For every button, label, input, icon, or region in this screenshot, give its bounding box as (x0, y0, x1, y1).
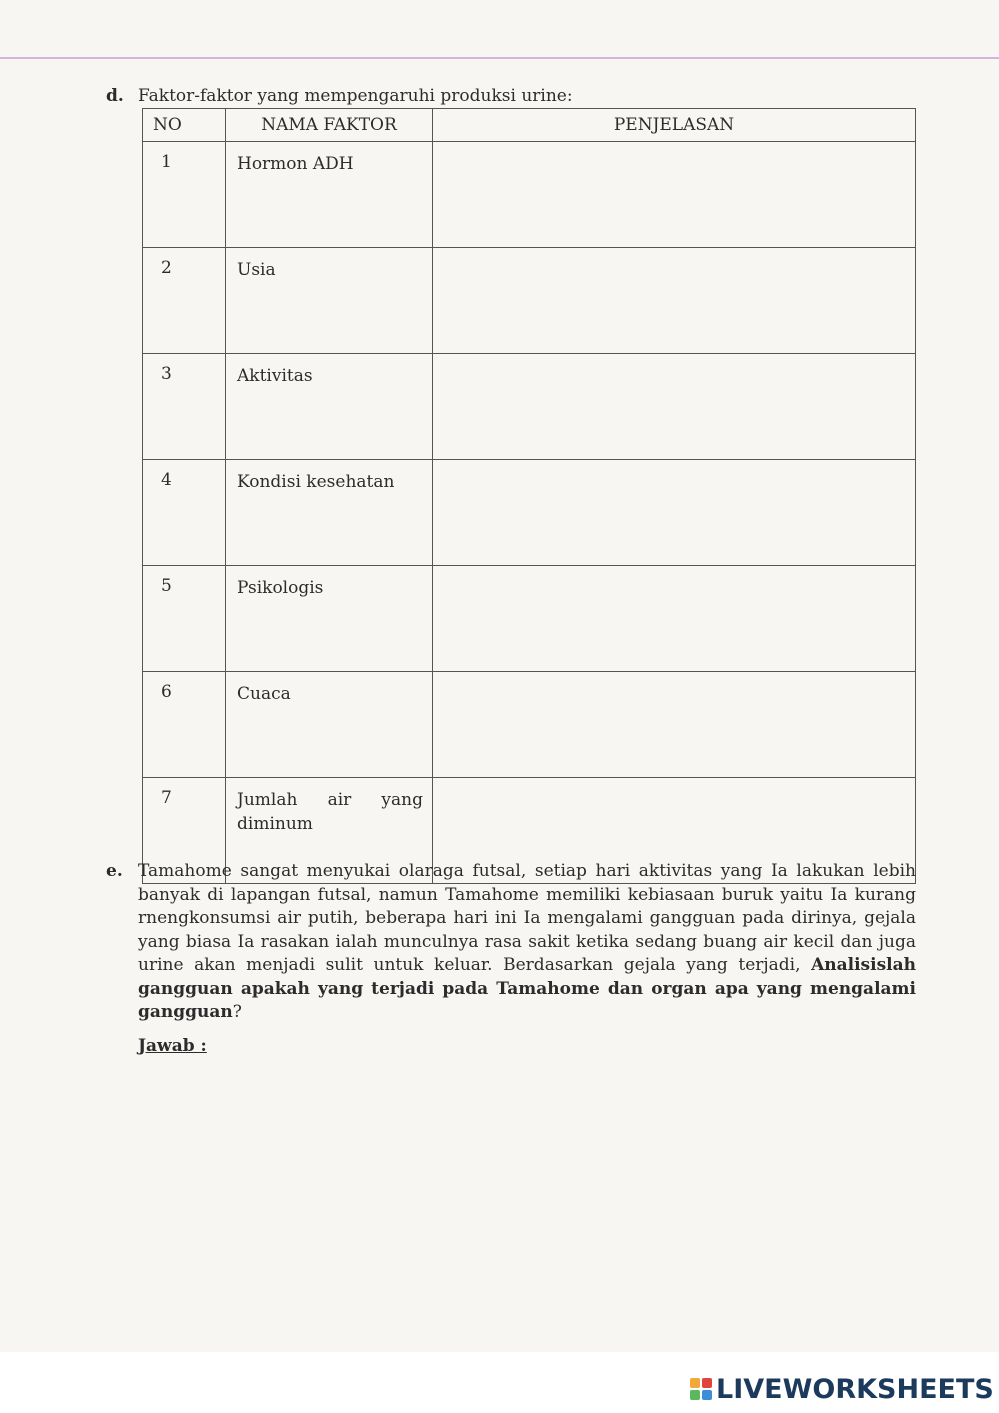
word: yang (381, 790, 423, 810)
answer-label: Jawab : (138, 1036, 207, 1056)
table-row (143, 672, 916, 778)
header-penjelasan: PENJELASAN (433, 109, 916, 142)
table-row (143, 460, 916, 566)
factor-name-line-1 (237, 788, 423, 812)
factor-name: Hormon ADH (226, 142, 433, 248)
liveworksheets-wordmark: LIVEWORKSHEETS (716, 1373, 994, 1405)
question-d-title: Faktor-faktor yang mempengaruhi produksi urine: (138, 86, 573, 106)
liveworksheets-brand (690, 1372, 994, 1406)
question-e-mark: ? (232, 1002, 242, 1022)
explanation-answer-cell[interactable] (433, 354, 916, 460)
row-number: 4 (143, 460, 226, 566)
table-row (143, 248, 916, 354)
top-divider (0, 57, 999, 59)
question-e-instruction: Analisislah gangguan apakah yang terjadi pada Tamahome dan organ apa yang mengalami gangguan (138, 955, 916, 1022)
liveworksheets-logo-icon (690, 1378, 712, 1400)
factor-name: Psikologis (226, 566, 433, 672)
table-header-row (143, 109, 916, 142)
word: air (327, 790, 352, 810)
factors-table (142, 108, 916, 884)
table-row (143, 354, 916, 460)
question-e-text (138, 860, 916, 1025)
explanation-answer-cell[interactable] (433, 248, 916, 354)
row-number: 5 (143, 566, 226, 672)
question-e-letter: e. (106, 861, 123, 881)
question-e-body: Tamahome sangat menyukai olaraga futsal, setiap hari aktivitas yang Ia lakukan lebih banyak di lapangan futsal, namun Tamahome memiliki kebiasaan buruk yaitu Ia kurang rnengkonsumsi air putih, beberapa hari ini Ia mengalami gangguan pada dirinya, gejala yang biasa Ia rasakan ialah munculnya rasa sakit ketika sedang buang air kecil dan juga urine akan menjadi sulit untuk keluar. Berdasarkan gejala yang terjadi, (138, 861, 916, 975)
header-nama-faktor: NAMA FAKTOR (226, 109, 433, 142)
row-number: 6 (143, 672, 226, 778)
table-row (143, 142, 916, 248)
factor-name: Usia (226, 248, 433, 354)
row-number: 7 (143, 778, 226, 884)
explanation-answer-cell[interactable] (433, 460, 916, 566)
row-number: 3 (143, 354, 226, 460)
word: Jumlah (237, 790, 298, 810)
table-row (143, 566, 916, 672)
question-d-letter: d. (106, 86, 124, 106)
explanation-answer-cell[interactable] (433, 142, 916, 248)
factor-name: Cuaca (226, 672, 433, 778)
factor-name: Aktivitas (226, 354, 433, 460)
row-number: 1 (143, 142, 226, 248)
factor-name: Kondisi kesehatan (226, 460, 433, 566)
row-number: 2 (143, 248, 226, 354)
explanation-answer-cell[interactable] (433, 672, 916, 778)
explanation-answer-cell[interactable] (433, 566, 916, 672)
header-no: NO (143, 109, 226, 142)
factor-name-line-2: diminum (237, 814, 313, 834)
